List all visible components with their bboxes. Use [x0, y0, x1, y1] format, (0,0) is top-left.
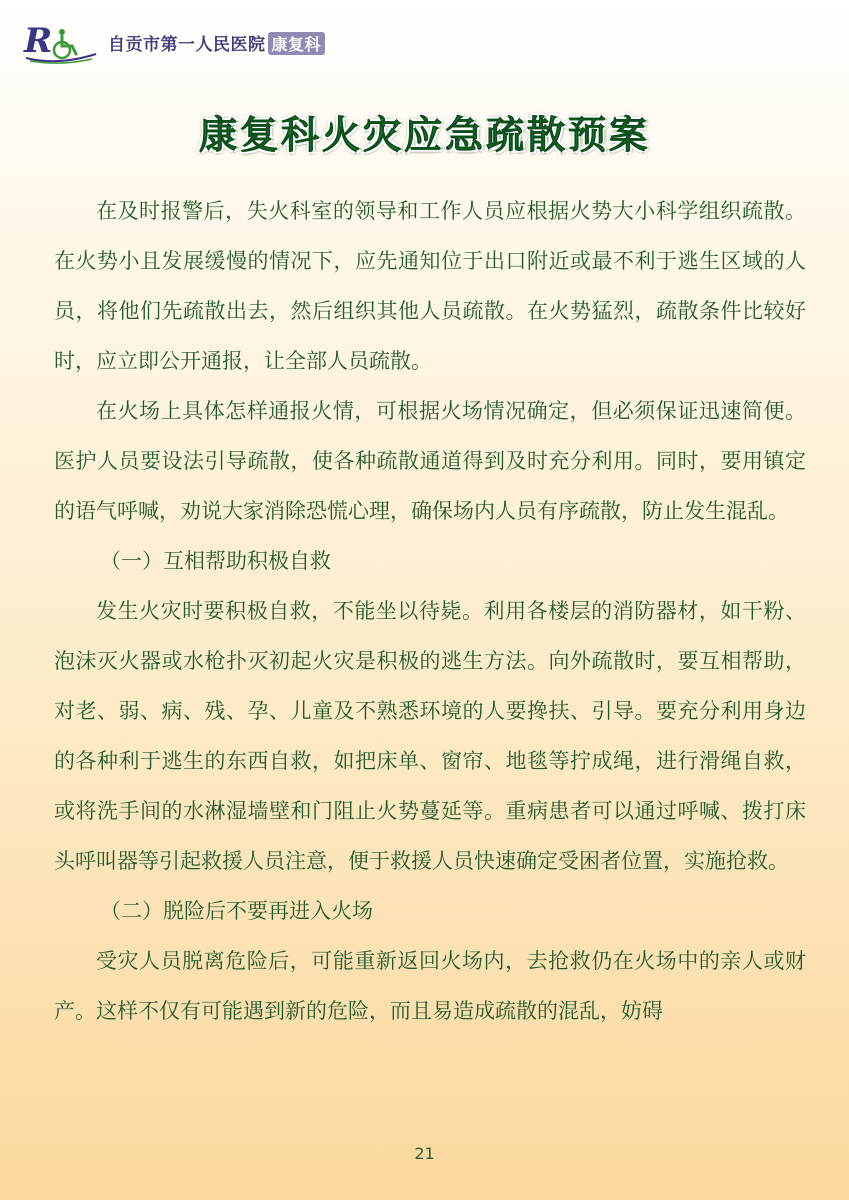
document-body: [54, 186, 806, 1036]
hospital-name-text: 自贡市第一人民医院: [108, 34, 266, 55]
page-number: 21: [414, 1144, 435, 1163]
hospital-name: [108, 30, 325, 55]
hospital-logo: [22, 20, 100, 64]
page-header: [22, 20, 325, 64]
section-2-text: 受灾人员脱离危险后，可能重新返回火场内，去抢救仍在火场中的亲人或财产。这样不仅有可能遇到新的危险，而且易造成疏散的混乱，妨碍: [54, 949, 806, 1023]
section-1-text: 发生火灾时要积极自救，不能坐以待毙。利用各楼层的消防器材，如干粉、泡沫灭火器或水枪扑灭初起火灾是积极的逃生方法。向外疏散时，要互相帮助，对老、弱、病、残、孕、儿童及不熟悉环境的人要搀扶、引导。要充分利用身边的各种利于逃生的东西自救，如把床单、窗帘、地毯等拧成绳，进行滑绳自救，或将洗手间的水淋湿墙壁和门阻止火势蔓延等。重病患者可以通过呼喊、拨打床头呼叫器等引起救援人员注意，便于救援人员快速确定受困者位置，实施抢救。: [54, 599, 806, 873]
paragraph-1: 在及时报警后，失火科室的领导和工作人员应根据火势大小科学组织疏散。在火势小且发展缓慢的情况下，应先通知位于出口附近或最不利于逃生区域的人员，将他们先疏散出去，然后组织其他人员疏散。在火势猛烈，疏散条件比较好时，应立即公开通报，让全部人员疏散。: [54, 199, 806, 373]
logo-letter: R: [24, 21, 53, 61]
paragraph-2: 在火场上具体怎样通报火情，可根据火场情况确定，但必须保证迅速简便。医护人员要设法引导疏散，使各种疏散通道得到及时充分利用。同时，要用镇定的语气呼喊，劝说大家消除恐慌心理，确保场内人员有序疏散，防止发生混乱。: [54, 399, 806, 523]
document-title: 康复科火灾应急疏散预案: [198, 113, 650, 157]
section-1-heading: （一）互相帮助积极自救: [100, 549, 331, 573]
department-badge: 康复科: [268, 32, 326, 55]
section-2-heading: （二）脱险后不要再进入火场: [100, 899, 373, 923]
